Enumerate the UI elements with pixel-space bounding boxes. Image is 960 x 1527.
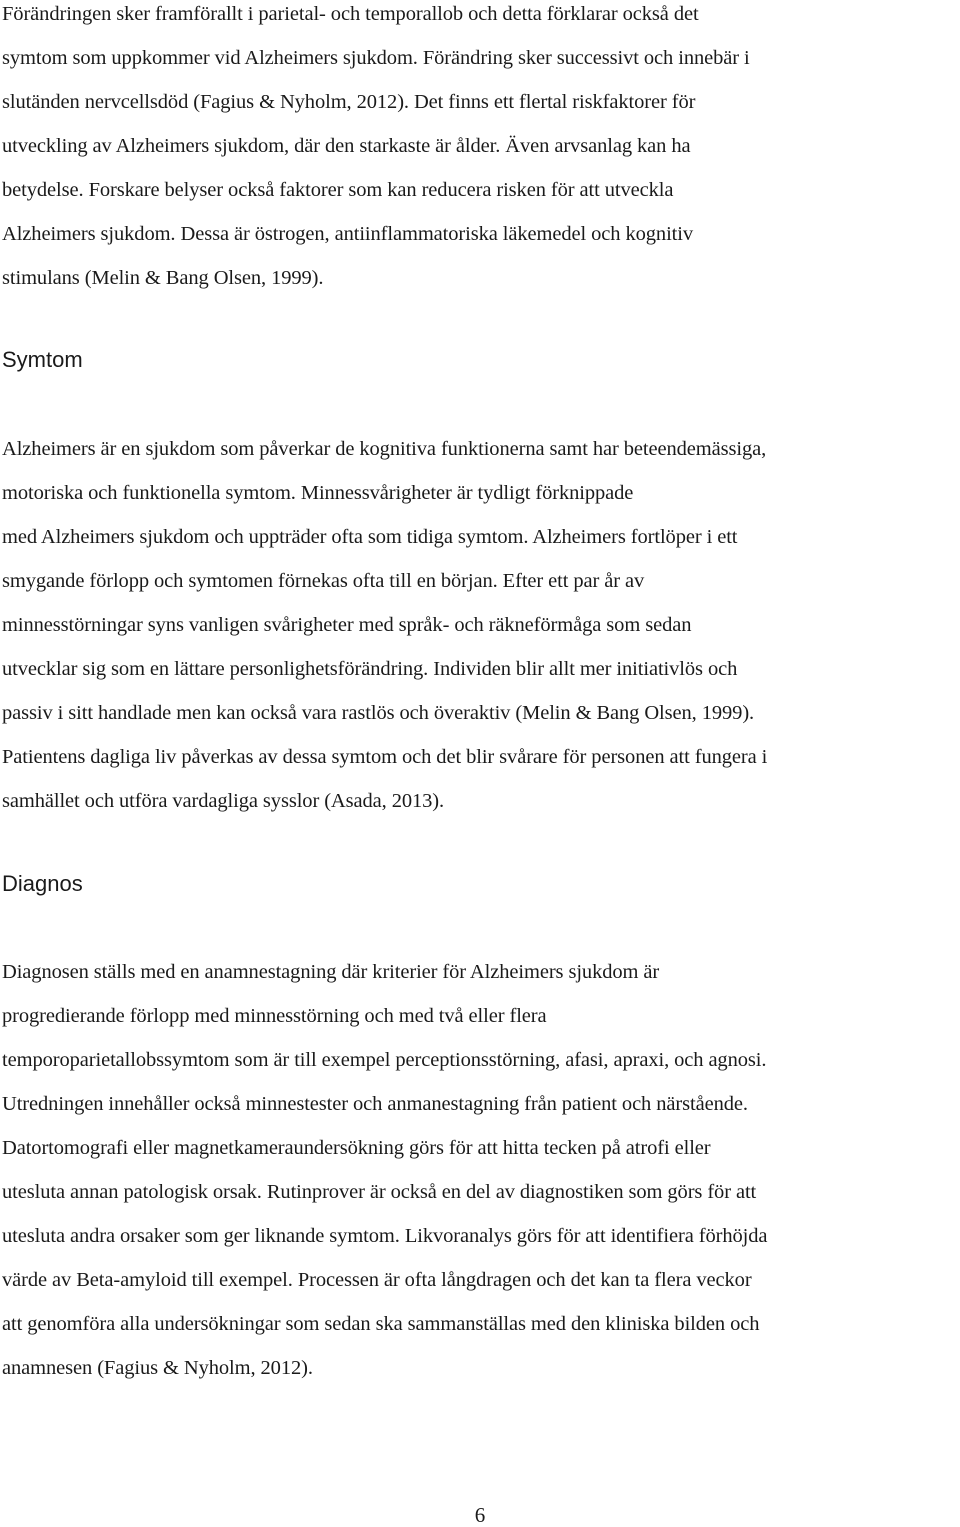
- text-line: symtom som uppkommer vid Alzheimers sjukdom. Förändring sker successivt och innebär i: [2, 47, 750, 69]
- text-line: Diagnosen ställs med en anamnestagning där kriterier för Alzheimers sjukdom är: [2, 961, 660, 983]
- intro-paragraph: [2, 0, 750, 300]
- text-line: Patientens dagliga liv påverkas av dessa symtom och det blir svårare för personen att fungera i: [2, 746, 768, 768]
- text-line: Förändringen sker framförallt i parietal- och temporallob och detta förklarar också det: [2, 3, 699, 25]
- section-heading-symtom: Symtom: [2, 347, 83, 372]
- text-line: värde av Beta-amyloid till exempel. Processen är ofta långdragen och det kan ta flera veckor: [2, 1269, 752, 1291]
- text-line: utveckling av Alzheimers sjukdom, där den starkaste är ålder. Även arvsanlag kan ha: [2, 135, 691, 157]
- section-heading-diagnos: Diagnos: [2, 871, 83, 896]
- text-line: utvecklar sig som en lättare personlighetsförändring. Individen blir allt mer initiativlös och: [2, 658, 738, 680]
- text-line: slutänden nervcellsdöd (Fagius & Nyholm, 2012). Det finns ett flertal riskfaktorer för: [2, 91, 696, 113]
- diagnos-paragraph: [2, 950, 767, 1390]
- text-line: Alzheimers sjukdom. Dessa är östrogen, antiinflammatoriska läkemedel och kognitiv: [2, 223, 694, 245]
- text-line: smygande förlopp och symtomen förnekas ofta till en början. Efter ett par år av: [2, 570, 645, 592]
- text-line: med Alzheimers sjukdom och uppträder ofta som tidiga symtom. Alzheimers fortlöper i ett: [2, 526, 738, 548]
- text-line: temporoparietallobssymtom som är till exempel perceptionsstörning, afasi, apraxi, och agnosi.: [2, 1049, 767, 1071]
- text-line: motoriska och funktionella symtom. Minnessvårigheter är tydligt förknippade: [2, 482, 634, 504]
- text-line: Alzheimers är en sjukdom som påverkar de kognitiva funktionerna samt har beteendemässiga,: [2, 438, 767, 460]
- text-line: samhället och utföra vardagliga sysslor (Asada, 2013).: [2, 790, 445, 812]
- text-line: Utredningen innehåller också minnestester och anmanestagning från patient och närstående.: [2, 1093, 748, 1115]
- text-line: stimulans (Melin & Bang Olsen, 1999).: [2, 267, 324, 289]
- text-line: minnesstörningar syns vanligen svårigheter med språk- och räkneförmåga som sedan: [2, 614, 692, 636]
- text-line: utesluta andra orsaker som ger liknande symtom. Likvoranalys görs för att identifiera förhöjda: [2, 1225, 768, 1247]
- text-line: att genomföra alla undersökningar som sedan ska sammanställas med den kliniska bilden och: [2, 1313, 760, 1335]
- text-line: passiv i sitt handlade men kan också vara rastlös och överaktiv (Melin & Bang Olsen, 1999).: [2, 702, 755, 724]
- text-line: utesluta annan patologisk orsak. Rutinprover är också en del av diagnostiken som görs för att: [2, 1181, 757, 1203]
- text-line: progredierande förlopp med minnesstörning och med två eller flera: [2, 1005, 547, 1027]
- page-number: 6: [474, 1503, 486, 1527]
- text-line: betydelse. Forskare belyser också faktorer som kan reducera risken för att utveckla: [2, 179, 674, 201]
- symtom-paragraph: [2, 427, 767, 823]
- text-line: anamnesen (Fagius & Nyholm, 2012).: [2, 1357, 313, 1379]
- text-line: Datortomografi eller magnetkameraundersökning görs för att hitta tecken på atrofi eller: [2, 1137, 711, 1159]
